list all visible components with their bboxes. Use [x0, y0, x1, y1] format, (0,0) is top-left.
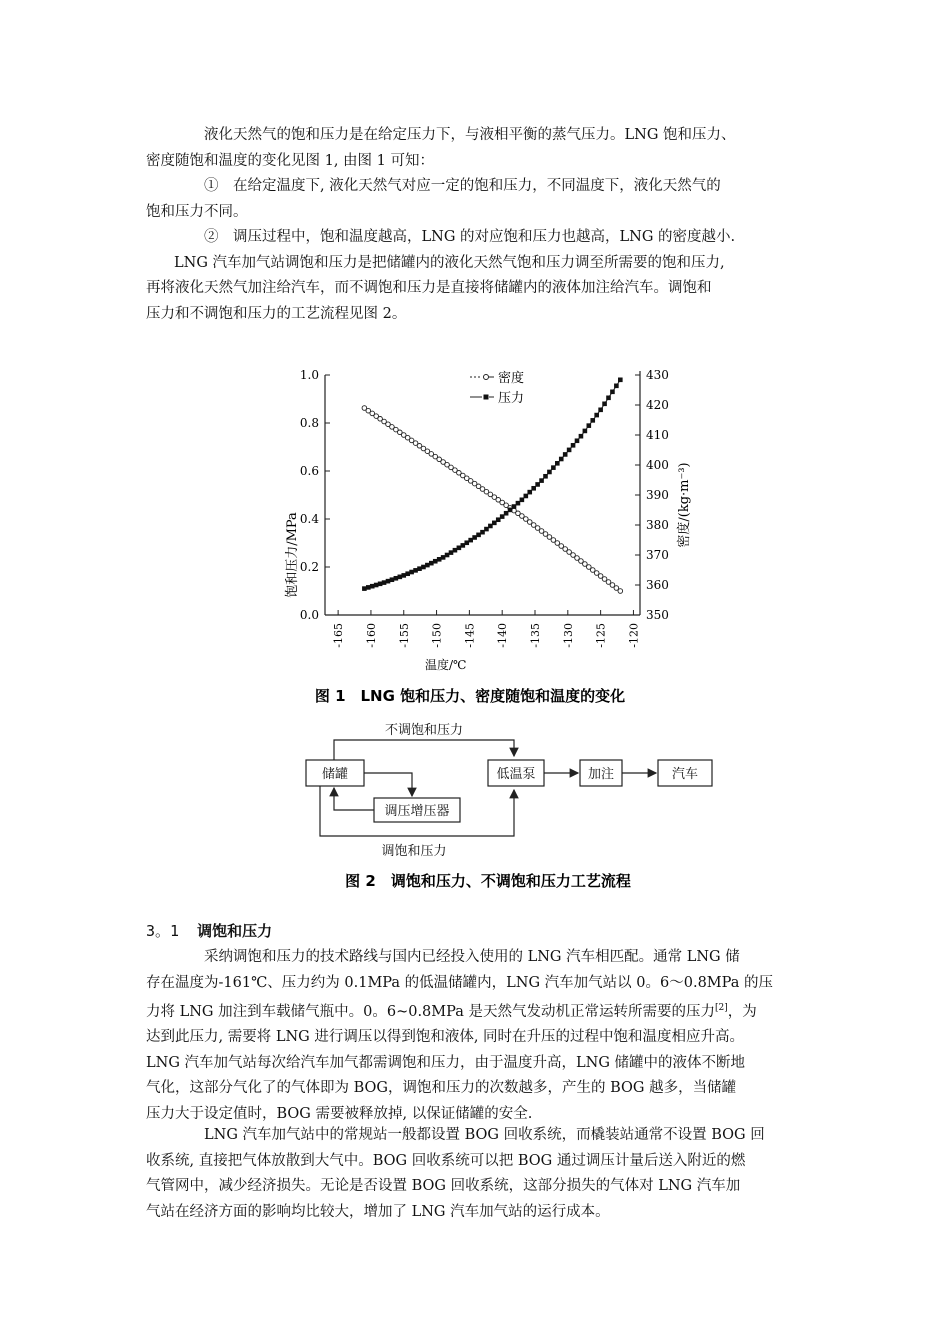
data-point-pressure	[539, 478, 544, 483]
data-point-pressure	[535, 482, 540, 487]
y-tick-right-label: 370	[646, 548, 669, 562]
edge-regulator-to-tank	[334, 788, 374, 810]
section-title: 调饱和压力	[197, 922, 273, 940]
data-point-pressure	[547, 470, 552, 475]
y-tick-left-label: 0.4	[299, 512, 319, 526]
data-point-pressure	[531, 486, 536, 491]
data-point-pressure	[484, 527, 489, 532]
x-tick-label: -160	[364, 623, 378, 648]
figure-2-flow-diagram	[300, 718, 720, 898]
data-point-pressure	[378, 582, 383, 587]
intro-line: 再将液化天然气加注给汽车，而不调饱和压力是直接将储罐内的液体加注给汽车。调饱和	[146, 280, 712, 296]
body-line: 压力大于设定值时，BOG 需要被释放掉, 以保证储罐的安全.	[146, 1105, 533, 1122]
x-tick-label: -125	[594, 623, 608, 648]
box-regulator-label: 调压增压器	[384, 804, 450, 819]
section-paragraph-2	[146, 1123, 804, 1225]
x-tick-label: -135	[529, 623, 542, 648]
data-point-density	[618, 589, 623, 594]
body-line: 收系统, 直接把气体放散到大气中。BOG 回收系统可以把 BOG 通过调压计量后送入附近的燃	[146, 1152, 746, 1169]
y-tick-left-label: 0.2	[299, 560, 319, 574]
data-point-pressure	[563, 452, 568, 457]
y-tick-right-label: 360	[646, 578, 669, 592]
data-point-pressure	[464, 540, 469, 545]
data-point-pressure	[543, 474, 548, 479]
data-point-pressure	[366, 585, 371, 590]
data-point-pressure	[433, 559, 438, 564]
data-point-pressure	[606, 396, 611, 401]
data-point-pressure	[587, 423, 592, 428]
y-axis-left-label: 饱和压力/MPa	[285, 512, 300, 598]
x-tick-label: -145	[463, 623, 477, 648]
data-point-pressure	[468, 538, 473, 543]
y-tick-left-label: 0.8	[299, 416, 319, 430]
data-point-pressure	[409, 570, 414, 575]
data-point-pressure	[575, 438, 580, 443]
intro-line: ① 在给定温度下, 液化天然气对应一定的饱和压力，不同温度下，液化天然气的	[204, 178, 721, 194]
data-point-pressure	[551, 465, 556, 470]
y-tick-right-label: 350	[646, 608, 669, 622]
chart-legend	[470, 370, 524, 406]
figure-1-caption: 图 1 LNG 饱和压力、密度随饱和温度的变化	[314, 687, 626, 705]
x-tick-label: -140	[496, 623, 510, 648]
data-point-pressure	[527, 490, 532, 495]
section-number: 3。1	[146, 922, 180, 940]
data-point-pressure	[559, 457, 564, 462]
legend-label-pressure: 压力	[498, 391, 525, 406]
data-point-pressure	[382, 580, 387, 585]
data-point-pressure	[362, 586, 367, 591]
data-point-pressure	[579, 434, 584, 439]
y-tick-left-label: 0.6	[299, 464, 319, 478]
bottom-route-label: 调饱和压力	[381, 844, 447, 859]
body-line: 存在温度为-161℃、压力约为 0.1MPa 的低温储罐内，LNG 汽车加气站以 0。6～0.8MPa 的压	[146, 974, 774, 991]
data-point-pressure	[370, 584, 375, 589]
data-point-pressure	[500, 514, 505, 519]
intro-line: 饱和压力不同。	[146, 203, 248, 220]
data-point-pressure	[614, 384, 619, 389]
data-point-pressure	[445, 553, 450, 558]
data-point-pressure	[453, 548, 458, 553]
data-point-pressure	[461, 543, 466, 548]
data-point-pressure	[437, 557, 442, 562]
data-point-pressure	[590, 418, 595, 423]
box-fill-label: 加注	[587, 767, 615, 782]
y-tick-right-label: 410	[646, 428, 669, 442]
data-point-pressure	[429, 561, 434, 566]
data-point-pressure	[524, 494, 529, 499]
section-paragraph-1	[146, 945, 804, 1127]
x-tick-label: -120	[627, 623, 641, 648]
y-tick-left-label: 1.0	[299, 368, 319, 382]
data-point-pressure	[508, 508, 513, 513]
body-line: 采纳调饱和压力的技术路线与国内已经投入使用的 LNG 汽车相匹配。通常 LNG 储	[204, 949, 740, 965]
data-point-pressure	[401, 573, 406, 578]
y-tick-right-label: 430	[646, 368, 669, 382]
body-line: LNG 汽车加气站每次给汽车加气都需调饱和压力，由于温度升高，LNG 储罐中的液体不断地	[146, 1054, 746, 1071]
top-route-label: 不调饱和压力	[384, 723, 464, 738]
y-tick-right-label: 380	[646, 518, 669, 532]
data-point-pressure	[520, 498, 525, 503]
section-heading	[146, 920, 272, 941]
data-point-pressure	[488, 524, 493, 529]
data-point-pressure	[583, 429, 588, 434]
box-tank-label: 储罐	[321, 767, 349, 782]
x-tick-label: -130	[561, 623, 575, 648]
data-point-pressure	[594, 413, 599, 418]
data-point-pressure	[425, 563, 430, 568]
legend-label-density: 密度	[498, 371, 525, 386]
data-point-pressure	[571, 443, 576, 448]
data-point-pressure	[610, 390, 615, 395]
body-line: 气管网中，减少经济损失。无论是否设置 BOG 回收系统，这部分损失的气体对 LNG 汽车加	[146, 1178, 741, 1194]
data-point-pressure	[413, 568, 418, 573]
data-point-pressure	[417, 566, 422, 571]
y-tick-right-label: 420	[646, 398, 669, 412]
data-point-pressure	[480, 530, 485, 535]
data-point-pressure	[512, 504, 517, 509]
figure-2-caption: 图 2 调饱和压力、不调饱和压力工艺流程	[345, 872, 631, 890]
data-point-pressure	[390, 577, 395, 582]
data-point-pressure	[449, 550, 454, 555]
legend-marker-pressure	[484, 395, 489, 400]
body-line: 力将 LNG 加注到车载储气瓶中。0。6~0.8MPa 是天然气发动机正常运转所需要的压力[2]，为	[146, 1003, 757, 1020]
y-tick-right-label: 390	[646, 488, 669, 502]
y-axis-right-label: 密度/(kg·m⁻³)	[677, 462, 692, 548]
data-point-pressure	[492, 521, 497, 526]
intro-line: 密度随饱和温度的变化见图 1, 由图 1 可知：	[146, 152, 434, 169]
box-pump-label: 低温泵	[496, 767, 536, 782]
intro-paragraph	[146, 123, 804, 327]
data-point-pressure	[618, 378, 623, 383]
data-point-pressure	[374, 583, 379, 588]
legend-marker-density	[484, 375, 489, 380]
data-point-pressure	[398, 575, 403, 580]
body-line: 达到此压力, 需要将 LNG 进行调压以得到饱和液体, 同时在升压的过程中饱和温度相应升高。	[146, 1029, 745, 1046]
data-point-pressure	[421, 565, 426, 570]
body-line: 气站在经济方面的影响均比较大，增加了 LNG 汽车加气站的运行成本。	[146, 1203, 610, 1220]
series-line-1	[364, 380, 620, 589]
x-tick-label: -165	[332, 623, 346, 648]
data-point-pressure	[504, 511, 509, 516]
figure-1-chart	[270, 355, 710, 715]
edge-tank-to-regulator	[364, 773, 412, 796]
citation: [2]	[714, 1003, 728, 1013]
y-tick-right-label: 400	[646, 458, 669, 472]
data-point-pressure	[516, 501, 521, 506]
data-point-pressure	[405, 571, 410, 576]
data-point-pressure	[441, 555, 446, 560]
body-line: 气化，这部分气化了的气体即为 BOG，调饱和压力的次数越多，产生的 BOG 越多，当储罐	[146, 1080, 737, 1097]
box-car-label: 汽车	[671, 767, 699, 782]
x-tick-label: -155	[397, 623, 411, 648]
x-axis-label: 温度/℃	[425, 658, 467, 672]
body-line: LNG 汽车加气站中的常规站一般都设置 BOG 回收系统，而橇装站通常不设置 BOG 回	[204, 1127, 765, 1143]
data-point-pressure	[602, 402, 607, 407]
data-point-pressure	[476, 533, 481, 538]
data-point-pressure	[394, 576, 399, 581]
data-point-pressure	[472, 535, 477, 540]
intro-line: LNG 汽车加气站调饱和压力是把储罐内的液化天然气饱和压力调至所需要的饱和压力,	[174, 254, 725, 271]
y-tick-left-label: 0.0	[299, 608, 319, 622]
intro-line: 压力和不调饱和压力的工艺流程见图 2。	[146, 305, 407, 322]
intro-line: ② 调压过程中，饱和温度越高，LNG 的对应饱和压力也越高，LNG 的密度越小.	[204, 229, 736, 245]
data-point-pressure	[555, 461, 560, 466]
data-point-pressure	[567, 448, 572, 453]
data-point-pressure	[496, 517, 501, 522]
data-point-pressure	[598, 408, 603, 413]
data-point-pressure	[457, 546, 462, 551]
edge-top-bypass	[334, 740, 514, 760]
x-tick-label: -150	[430, 623, 444, 648]
data-point-pressure	[386, 579, 391, 584]
intro-line: 液化天然气的饱和压力是在给定压力下，与液相平衡的蒸气压力。LNG 饱和压力、	[204, 127, 736, 143]
